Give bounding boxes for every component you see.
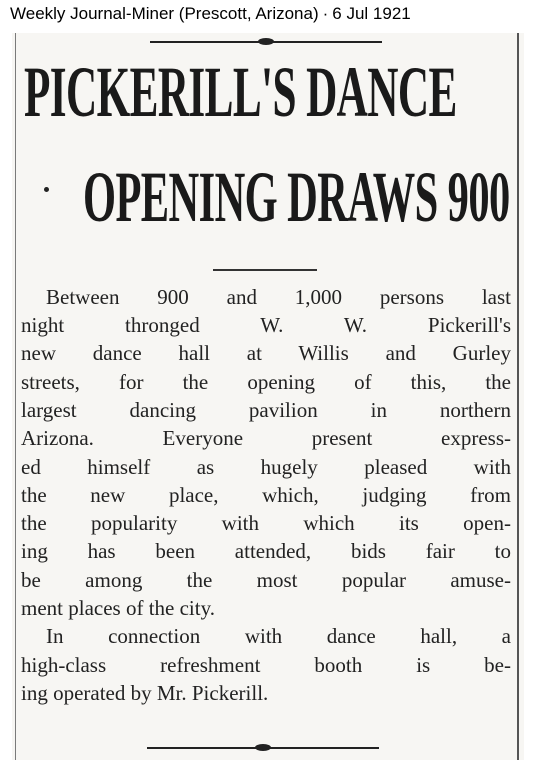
column-rule-right: [517, 33, 519, 760]
bullet-dot: [44, 187, 49, 192]
article-line: streets, for the opening of this, the: [21, 370, 511, 394]
publication-date: 6 Jul 1921: [332, 4, 411, 23]
column-rule-left: [15, 33, 16, 760]
article-line: be among the most popular amuse-: [21, 568, 511, 592]
publication-name: Weekly Journal-Miner (Prescott, Arizona): [10, 4, 319, 23]
clipping-caption: [10, 4, 411, 24]
article-line: ment places of the city.: [21, 596, 215, 620]
article-line: ing operated by Mr. Pickerill.: [21, 681, 269, 705]
article-line: In connection with dance hall, a: [46, 624, 511, 648]
bottom-ornament-divider: [147, 744, 379, 752]
caption-separator: ·: [322, 4, 329, 23]
article-line: ed himself as hugely pleased with: [21, 455, 511, 479]
article-line: new dance hall at Willis and Gurley: [21, 341, 511, 365]
article-line: the new place, which, judging from: [21, 483, 511, 507]
article-line: Arizona. Everyone present express-: [21, 426, 511, 450]
article-line: high-class refreshment booth is be-: [21, 653, 511, 677]
article-line: ing has been attended, bids fair to: [21, 539, 511, 563]
headline-line-1: PICKERILL'S DANCE: [24, 52, 457, 132]
ornament-dot: [255, 744, 271, 751]
article-line: Between 900 and 1,000 persons last: [46, 285, 511, 309]
article-line: largest dancing pavilion in northern: [21, 398, 511, 422]
top-ornament-divider: [150, 38, 382, 46]
article-line: the popularity with which its open-: [21, 511, 511, 535]
ornament-dot: [258, 38, 274, 45]
headline-line-2: OPENING DRAWS 900: [83, 157, 510, 237]
article-line: night thronged W. W. Pickerill's: [21, 313, 511, 337]
headline-separator-rule: [213, 269, 317, 271]
